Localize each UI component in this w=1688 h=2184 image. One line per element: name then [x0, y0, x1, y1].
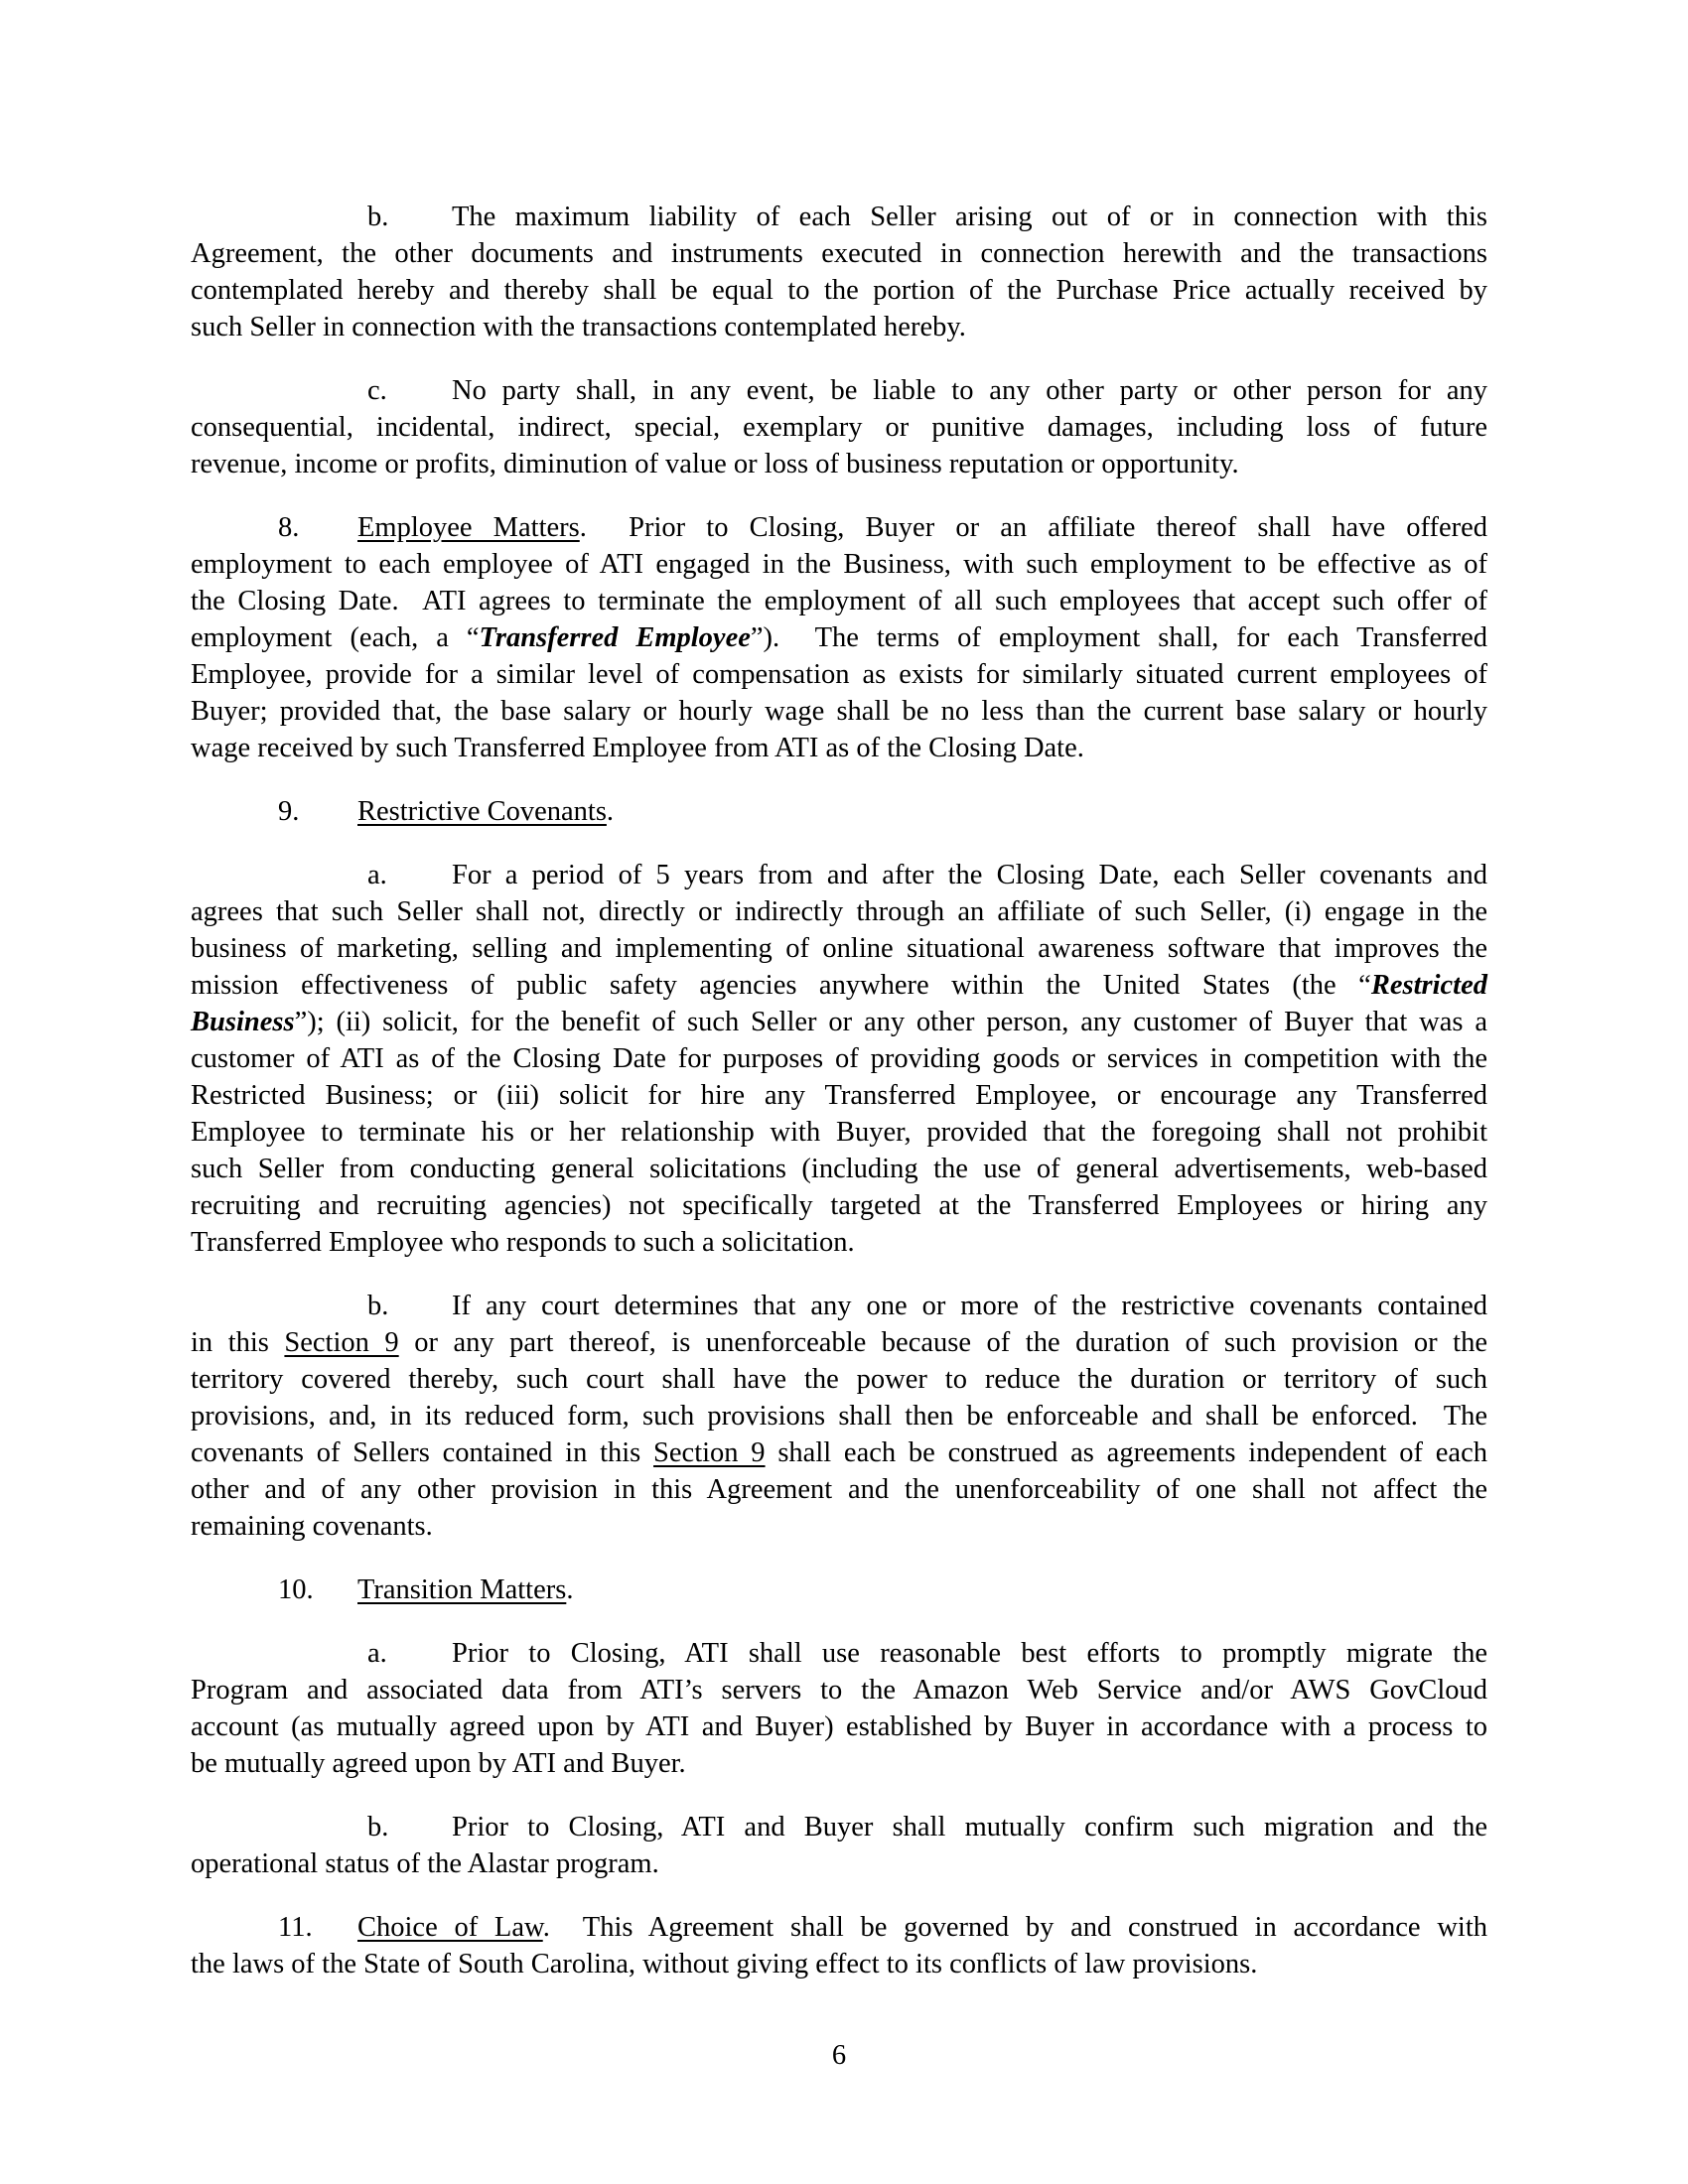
- text-segment: provisions, and, in its reduced form, such provisions shall then be enforceable and shall be enforced. The: [191, 1401, 1487, 1432]
- text-segment: account (as mutually agreed upon by ATI and Buyer) established by Buyer in accordance with a process to: [191, 1711, 1487, 1742]
- text-segment: Restricted Business; or (iii) solicit for hire any Transferred Employee, or encourage any Transferred: [191, 1080, 1487, 1111]
- text-line: [191, 656, 1487, 693]
- text-line: [191, 1909, 1487, 1946]
- text-segment: . This Agreement shall be governed by and construed in accordance with: [542, 1912, 1487, 1943]
- text-line: [191, 1077, 1487, 1114]
- text-segment: . Prior to Closing, Buyer or an affiliate thereof shall have offered: [579, 512, 1487, 543]
- text-segment: revenue, income or profits, diminution of value or loss of business reputation or opportunity.: [191, 449, 1239, 479]
- defined-term: Business: [191, 1007, 295, 1037]
- text-segment: territory covered thereby, such court shall have the power to reduce the duration or territory of such: [191, 1364, 1487, 1395]
- text-segment: Employee, provide for a similar level of compensation as exists for similarly situated current employees of: [191, 659, 1487, 690]
- text-line: [191, 1745, 1487, 1782]
- text-line: [191, 693, 1487, 730]
- paragraph-label: 8.: [278, 512, 300, 543]
- underlined-term: Choice of Law: [357, 1912, 543, 1943]
- text-segment: Buyer; provided that, the base salary or hourly wage shall be no less than the current base salary or hourly: [191, 696, 1487, 727]
- text-segment: For a period of 5 years from and after the Closing Date, each Seller covenants and: [452, 860, 1487, 890]
- text-line: [191, 583, 1487, 619]
- text-line: [191, 1809, 1487, 1845]
- text-line: [191, 235, 1487, 272]
- text-line: [191, 1398, 1487, 1434]
- page-number: 6: [831, 2040, 847, 2071]
- paragraph-7c-no-liability: [191, 372, 1487, 482]
- underlined-term: Restrictive Covenants: [357, 796, 607, 827]
- text-line: [191, 1114, 1487, 1151]
- text-segment: in this: [191, 1327, 285, 1358]
- paragraph-7b-maximum-liability: [191, 199, 1487, 345]
- underlined-term: Section 9: [284, 1327, 399, 1358]
- text-segment: Program and associated data from ATI’s servers to the Amazon Web Service and/or AWS GovCloud: [191, 1675, 1487, 1706]
- text-segment: such Seller from conducting general solicitations (including the use of general advertisements, web-based: [191, 1154, 1487, 1184]
- text-segment: Employee to terminate his or her relationship with Buyer, provided that the foregoing shall not prohibit: [191, 1117, 1487, 1148]
- text-line: [191, 893, 1487, 930]
- text-line: [191, 967, 1487, 1004]
- paragraph-label: 10.: [278, 1574, 314, 1605]
- paragraph-label: b.: [367, 202, 389, 232]
- text-segment: business of marketing, selling and implementing of online situational awareness software that improves the: [191, 933, 1487, 964]
- text-segment: such Seller in connection with the transactions contemplated hereby.: [191, 312, 966, 342]
- text-line: [191, 1324, 1487, 1361]
- text-segment: other and of any other provision in this Agreement and the unenforceability of one shall not affect the: [191, 1474, 1487, 1505]
- defined-term: Restricted: [1370, 970, 1487, 1001]
- text-line: [191, 1672, 1487, 1708]
- text-segment: ”). The terms of employment shall, for each Transferred: [750, 622, 1487, 653]
- text-line: [191, 1508, 1487, 1545]
- underlined-term: Section 9: [653, 1437, 766, 1468]
- paragraph-10b-confirm-migration: [191, 1809, 1487, 1882]
- text-line: [191, 509, 1487, 546]
- section-8-employee-matters: [191, 509, 1487, 766]
- page-footer: [0, 2037, 1678, 2074]
- text-line: [191, 1434, 1487, 1471]
- text-line: [191, 1361, 1487, 1398]
- text-line: [191, 309, 1487, 345]
- text-segment: consequential, incidental, indirect, special, exemplary or punitive damages, including loss of future: [191, 412, 1487, 443]
- defined-term: Transferred Employee: [479, 622, 751, 653]
- text-line: [191, 1224, 1487, 1261]
- text-segment: mission effectiveness of public safety agencies anywhere within the United States (the “: [191, 970, 1371, 1001]
- text-line: [191, 857, 1487, 893]
- text-segment: operational status of the Alastar program.: [191, 1848, 659, 1879]
- text-line: [191, 619, 1487, 656]
- text-line: [191, 1004, 1487, 1040]
- text-segment: No party shall, in any event, be liable to any other party or other person for any: [452, 375, 1487, 406]
- section-10-transition-matters: [191, 1571, 1487, 1608]
- underlined-term: Employee Matters: [357, 512, 580, 543]
- text-line: [191, 1708, 1487, 1745]
- text-line: [191, 272, 1487, 309]
- underlined-term: Transition Matters: [357, 1574, 567, 1605]
- text-segment: recruiting and recruiting agencies) not specifically targeted at the Transferred Employees or hiring any: [191, 1190, 1487, 1221]
- text-segment: .: [566, 1574, 574, 1605]
- text-line: [191, 546, 1487, 583]
- text-line: [191, 1946, 1487, 1982]
- paragraph-label: 9.: [278, 796, 300, 827]
- text-segment: customer of ATI as of the Closing Date for purposes of providing goods or services in competition with the: [191, 1043, 1487, 1074]
- text-line: [191, 1471, 1487, 1508]
- paragraph-9a-noncompete: [191, 857, 1487, 1261]
- text-line: [191, 730, 1487, 766]
- text-segment: Prior to Closing, ATI and Buyer shall mutually confirm such migration and the: [452, 1812, 1487, 1843]
- paragraph-label: c.: [367, 375, 387, 406]
- document-body: [191, 199, 1487, 2009]
- text-line: [191, 1040, 1487, 1077]
- text-segment: the laws of the State of South Carolina, without giving effect to its conflicts of law provisions.: [191, 1949, 1258, 1979]
- paragraph-9b-severability: [191, 1288, 1487, 1545]
- text-segment: .: [606, 796, 615, 827]
- text-segment: remaining covenants.: [191, 1511, 433, 1542]
- text-segment: Transferred Employee who responds to such a solicitation.: [191, 1227, 855, 1258]
- text-line: [191, 793, 1487, 830]
- paragraph-label: 11.: [278, 1912, 313, 1943]
- text-segment: or any part thereof, is unenforceable because of the duration of such provision or the: [398, 1327, 1487, 1358]
- text-segment: the Closing Date. ATI agrees to terminate the employment of all such employees that accept such offer of: [191, 586, 1487, 616]
- section-11-choice-of-law: [191, 1909, 1487, 1982]
- text-segment: shall each be construed as agreements independent of each: [765, 1437, 1487, 1468]
- text-segment: Prior to Closing, ATI shall use reasonable best efforts to promptly migrate the: [452, 1638, 1487, 1669]
- text-line: [191, 372, 1487, 409]
- text-segment: The maximum liability of each Seller arising out of or in connection with this: [452, 202, 1487, 232]
- paragraph-label: a.: [367, 1638, 387, 1669]
- text-segment: agrees that such Seller shall not, directly or indirectly through an affiliate of such Seller, (i) engage in the: [191, 896, 1487, 927]
- section-9-restrictive-covenants: [191, 793, 1487, 830]
- text-line: [191, 930, 1487, 967]
- text-line: [191, 409, 1487, 446]
- paragraph-label: b.: [367, 1812, 389, 1843]
- text-line: [191, 1571, 1487, 1608]
- text-line: [191, 199, 1487, 235]
- text-segment: If any court determines that any one or more of the restrictive covenants contained: [452, 1291, 1487, 1321]
- paragraph-10a-migration: [191, 1635, 1487, 1782]
- text-line: [191, 1845, 1487, 1882]
- text-line: [191, 446, 1487, 482]
- text-segment: employment (each, a “: [191, 622, 480, 653]
- paragraph-label: b.: [367, 1291, 389, 1321]
- text-segment: ”); (ii) solicit, for the benefit of such Seller or any other person, any customer of Buyer that was a: [294, 1007, 1487, 1037]
- text-segment: employment to each employee of ATI engaged in the Business, with such employment to be effective as of: [191, 549, 1487, 580]
- text-segment: be mutually agreed upon by ATI and Buyer.: [191, 1748, 686, 1779]
- text-line: [191, 1187, 1487, 1224]
- text-line: [191, 1635, 1487, 1672]
- text-segment: Agreement, the other documents and instruments executed in connection herewith and the transactions: [191, 238, 1487, 269]
- paragraph-label: a.: [367, 860, 387, 890]
- text-segment: contemplated hereby and thereby shall be equal to the portion of the Purchase Price actually received by: [191, 275, 1487, 306]
- text-segment: wage received by such Transferred Employee from ATI as of the Closing Date.: [191, 733, 1084, 763]
- text-line: [191, 1151, 1487, 1187]
- text-segment: covenants of Sellers contained in this: [191, 1437, 654, 1468]
- text-line: [191, 1288, 1487, 1324]
